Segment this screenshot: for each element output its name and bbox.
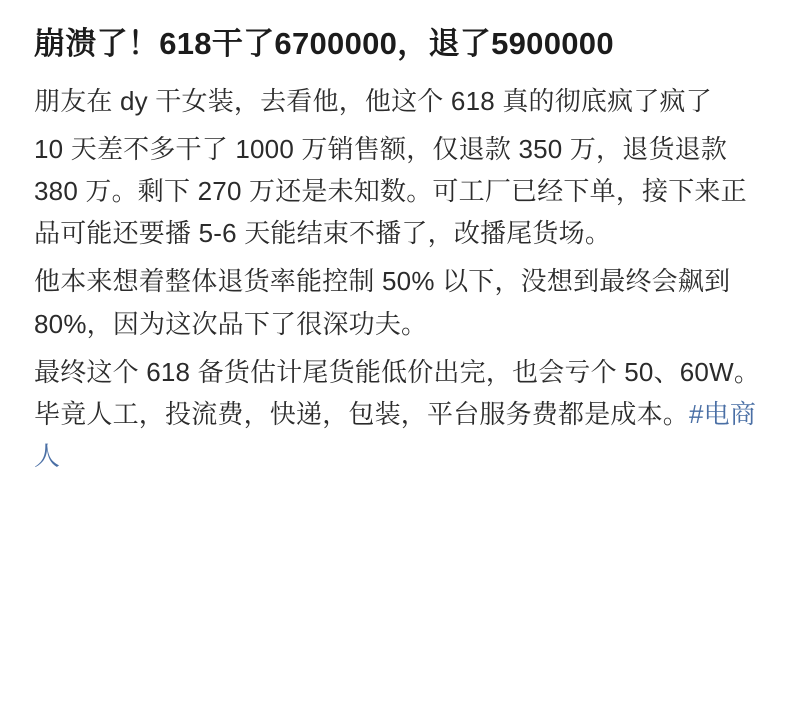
post-paragraph-1: 朋友在 dy 干女装，去看他，他这个 618 真的彻底疯了疯了 [34, 86, 712, 117]
post-paragraph-4 [34, 351, 766, 477]
page-title: 崩溃了！618干了6700000，退了5900000 [34, 26, 614, 61]
post-paragraph-4-text: 最终这个 618 备货估计尾货能低价出完，也会亏个 50、60W。毕竟人工，投流费，快递，包装，平台服务费都是成本。 [34, 356, 761, 429]
hashtag-link[interactable]: #电商人 [34, 398, 757, 471]
post-paragraph-3: 他本来想着整体退货率能控制 50% 以下，没想到最终会飙到 80%，因为这次品下了很深功夫。 [34, 266, 731, 339]
post-paragraph-2: 10 天差不多干了 1000 万销售额，仅退款 350 万，退货退款 380 万。剩下 270 万还是未知数。可工厂已经下单，接下来正品可能还要播 5-6 天能结束不播了，改播尾货场。 [34, 134, 747, 249]
post-body [34, 80, 766, 477]
